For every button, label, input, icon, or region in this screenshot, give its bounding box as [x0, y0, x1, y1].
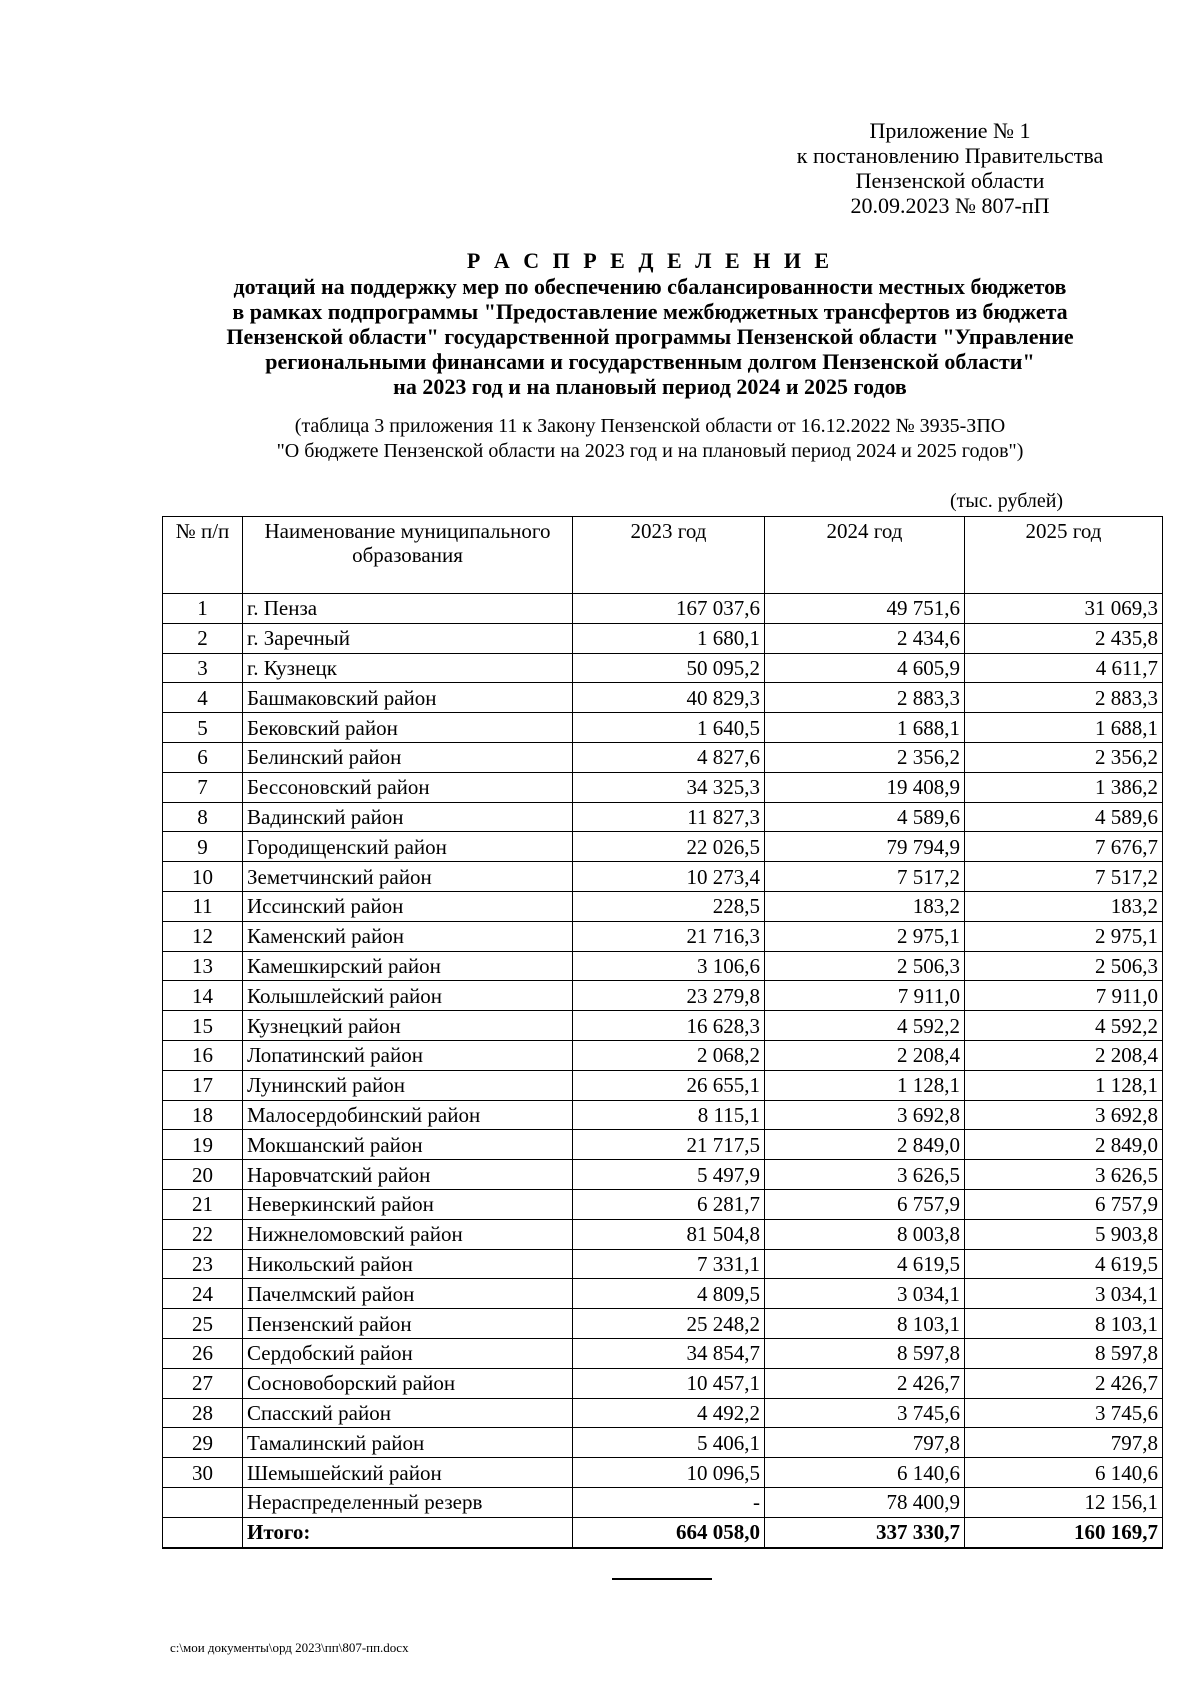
row-number: 17	[163, 1070, 243, 1100]
value-2025: 3 626,5	[965, 1160, 1163, 1190]
municipality-name: Бессоновский район	[243, 772, 573, 802]
subtitle-line: региональными финансами и государственным долгом Пензенской области"	[265, 349, 1035, 374]
table-row	[163, 1249, 1163, 1279]
municipality-name: Камешкирский район	[243, 951, 573, 981]
municipality-name: Кузнецкий район	[243, 1011, 573, 1041]
value-2023: 4 809,5	[573, 1279, 765, 1309]
value-2023: 1 640,5	[573, 713, 765, 743]
value-2023: 40 829,3	[573, 683, 765, 713]
value-2023: 10 457,1	[573, 1368, 765, 1398]
value-2024: 79 794,9	[765, 832, 965, 862]
value-2024: 3 034,1	[765, 1279, 965, 1309]
value-2023: 5 497,9	[573, 1160, 765, 1190]
value-2025: 31 069,3	[965, 594, 1163, 624]
municipality-name: Нераспределенный резерв	[243, 1487, 573, 1517]
row-number: 30	[163, 1458, 243, 1488]
value-2024: 2 208,4	[765, 1040, 965, 1070]
table-row	[163, 1100, 1163, 1130]
value-2023: -	[573, 1487, 765, 1517]
value-2025: 5 903,8	[965, 1219, 1163, 1249]
value-2025: 2 426,7	[965, 1368, 1163, 1398]
table-row	[163, 1398, 1163, 1428]
total-2023: 664 058,0	[573, 1517, 765, 1547]
value-2025: 2 883,3	[965, 683, 1163, 713]
table-row	[163, 594, 1163, 624]
value-2025: 7 676,7	[965, 832, 1163, 862]
row-number: 14	[163, 981, 243, 1011]
value-2023: 23 279,8	[573, 981, 765, 1011]
value-2025: 6 757,9	[965, 1189, 1163, 1219]
municipality-name: Пензенский район	[243, 1309, 573, 1339]
value-2023: 3 106,6	[573, 951, 765, 981]
table-row	[163, 862, 1163, 892]
table-row	[163, 1309, 1163, 1339]
table-row	[163, 921, 1163, 951]
value-2023: 228,5	[573, 891, 765, 921]
row-number: 7	[163, 772, 243, 802]
subtitle-line: на 2023 год и на плановый период 2024 и 2025 годов	[393, 374, 907, 399]
value-2025: 2 849,0	[965, 1130, 1163, 1160]
total-empty-cell	[163, 1517, 243, 1547]
row-number: 8	[163, 802, 243, 832]
value-2025: 797,8	[965, 1428, 1163, 1458]
value-2023: 22 026,5	[573, 832, 765, 862]
value-2024: 2 975,1	[765, 921, 965, 951]
row-number: 11	[163, 891, 243, 921]
appendix-line-2: к постановлению Правительства	[796, 143, 1104, 168]
table-body	[163, 594, 1163, 1548]
value-2024: 19 408,9	[765, 772, 965, 802]
row-number: 26	[163, 1338, 243, 1368]
row-number: 21	[163, 1189, 243, 1219]
municipality-name: Мокшанский район	[243, 1130, 573, 1160]
municipality-name: Неверкинский район	[243, 1189, 573, 1219]
value-2023: 81 504,8	[573, 1219, 765, 1249]
value-2023: 4 827,6	[573, 742, 765, 772]
value-2023: 26 655,1	[573, 1070, 765, 1100]
value-2025: 8 103,1	[965, 1309, 1163, 1339]
value-2025: 8 597,8	[965, 1338, 1163, 1368]
value-2024: 2 883,3	[765, 683, 965, 713]
row-number: 4	[163, 683, 243, 713]
subtitle-line: в рамках подпрограммы "Предоставление межбюджетных трансфертов из бюджета	[232, 299, 1068, 324]
municipality-name: Башмаковский район	[243, 683, 573, 713]
end-divider	[612, 1578, 712, 1580]
table-row	[163, 1011, 1163, 1041]
appendix-line-4: 20.09.2023 № 807-пП	[850, 193, 1050, 218]
table-row	[163, 1428, 1163, 1458]
value-2023: 4 492,2	[573, 1398, 765, 1428]
municipality-name: Лунинский район	[243, 1070, 573, 1100]
municipality-name: Городищенский район	[243, 832, 573, 862]
value-2023: 6 281,7	[573, 1189, 765, 1219]
table-row	[163, 742, 1163, 772]
table-row	[163, 1368, 1163, 1398]
table-row	[163, 951, 1163, 981]
row-number: 29	[163, 1428, 243, 1458]
value-2024: 4 589,6	[765, 802, 965, 832]
row-number: 28	[163, 1398, 243, 1428]
row-number: 6	[163, 742, 243, 772]
table-row	[163, 1070, 1163, 1100]
total-2025: 160 169,7	[965, 1517, 1163, 1547]
document-title: Р А С П Р Е Д Е Л Е Н И Е	[466, 248, 834, 273]
file-path-footer: c:\мои документы\орд 2023\пп\807-пп.docx	[170, 1640, 409, 1655]
table-row	[163, 1189, 1163, 1219]
municipality-name: Сердобский район	[243, 1338, 573, 1368]
municipality-name: Иссинский район	[243, 891, 573, 921]
document-subtitle	[150, 274, 1150, 399]
value-2023: 8 115,1	[573, 1100, 765, 1130]
header-municipality: Наименование муниципального образования	[243, 517, 573, 594]
table-row	[163, 1160, 1163, 1190]
value-2024: 8 103,1	[765, 1309, 965, 1339]
table-row	[163, 653, 1163, 683]
value-2024: 1 688,1	[765, 713, 965, 743]
value-2025: 2 435,8	[965, 623, 1163, 653]
source-line-2: "О бюджете Пензенской области на 2023 год и на плановый период 2024 и 2025 годов")	[276, 440, 1024, 462]
row-number: 2	[163, 623, 243, 653]
value-2024: 6 140,6	[765, 1458, 965, 1488]
value-2024: 8 003,8	[765, 1219, 965, 1249]
row-number: 5	[163, 713, 243, 743]
municipality-name: г. Заречный	[243, 623, 573, 653]
value-2024: 6 757,9	[765, 1189, 965, 1219]
municipality-name: Вадинский район	[243, 802, 573, 832]
value-2024: 78 400,9	[765, 1487, 965, 1517]
header-year-2025: 2025 год	[965, 517, 1163, 594]
table-row	[163, 713, 1163, 743]
header-number: № п/п	[163, 517, 243, 594]
row-number: 23	[163, 1249, 243, 1279]
value-2025: 6 140,6	[965, 1458, 1163, 1488]
row-number: 25	[163, 1309, 243, 1339]
value-2024: 2 506,3	[765, 951, 965, 981]
value-2025: 7 517,2	[965, 862, 1163, 892]
total-label: Итого:	[243, 1517, 573, 1547]
municipality-name: Сосновоборский район	[243, 1368, 573, 1398]
value-2025: 1 688,1	[965, 713, 1163, 743]
value-2024: 1 128,1	[765, 1070, 965, 1100]
municipality-name: Колышлейский район	[243, 981, 573, 1011]
row-number: 15	[163, 1011, 243, 1041]
municipality-name: г. Пенза	[243, 594, 573, 624]
value-2024: 7 911,0	[765, 981, 965, 1011]
table-row	[163, 1338, 1163, 1368]
value-2023: 16 628,3	[573, 1011, 765, 1041]
value-2025: 4 611,7	[965, 653, 1163, 683]
value-2024: 2 849,0	[765, 1130, 965, 1160]
row-number: 19	[163, 1130, 243, 1160]
table-row	[163, 891, 1163, 921]
value-2025: 1 386,2	[965, 772, 1163, 802]
row-number: 1	[163, 594, 243, 624]
municipality-name: Спасский район	[243, 1398, 573, 1428]
row-number: 13	[163, 951, 243, 981]
row-number: 3	[163, 653, 243, 683]
value-2023: 50 095,2	[573, 653, 765, 683]
value-2024: 2 356,2	[765, 742, 965, 772]
value-2024: 3 626,5	[765, 1160, 965, 1190]
row-number: 24	[163, 1279, 243, 1309]
value-2025: 12 156,1	[965, 1487, 1163, 1517]
row-number	[163, 1487, 243, 1517]
appendix-line-3: Пензенской области	[855, 168, 1045, 193]
value-2023: 2 068,2	[573, 1040, 765, 1070]
municipality-name: Тамалинский район	[243, 1428, 573, 1458]
source-reference	[150, 414, 1150, 464]
value-2025: 3 034,1	[965, 1279, 1163, 1309]
value-2023: 5 406,1	[573, 1428, 765, 1458]
value-2023: 21 716,3	[573, 921, 765, 951]
value-2025: 2 208,4	[965, 1040, 1163, 1070]
table-row	[163, 1040, 1163, 1070]
municipality-name: Лопатинский район	[243, 1040, 573, 1070]
municipality-name: Наровчатский район	[243, 1160, 573, 1190]
value-2025: 2 356,2	[965, 742, 1163, 772]
source-line-1: (таблица 3 приложения 11 к Закону Пензенской области от 16.12.2022 № 3935-ЗПО	[294, 415, 1006, 437]
value-2025: 4 619,5	[965, 1249, 1163, 1279]
value-2024: 4 592,2	[765, 1011, 965, 1041]
table-row	[163, 1219, 1163, 1249]
value-2024: 183,2	[765, 891, 965, 921]
table-row	[163, 802, 1163, 832]
header-year-2023: 2023 год	[573, 517, 765, 594]
appendix-line-1: Приложение № 1	[869, 118, 1031, 143]
table-row	[163, 981, 1163, 1011]
value-2023: 7 331,1	[573, 1249, 765, 1279]
value-2025: 2 506,3	[965, 951, 1163, 981]
value-2025: 3 745,6	[965, 1398, 1163, 1428]
value-2025: 7 911,0	[965, 981, 1163, 1011]
table-row	[163, 1279, 1163, 1309]
appendix-reference	[760, 118, 1140, 218]
value-2023: 21 717,5	[573, 1130, 765, 1160]
value-2025: 4 592,2	[965, 1011, 1163, 1041]
table-row	[163, 623, 1163, 653]
municipality-name: Нижнеломовский район	[243, 1219, 573, 1249]
value-2024: 4 619,5	[765, 1249, 965, 1279]
value-2025: 2 975,1	[965, 921, 1163, 951]
row-number: 20	[163, 1160, 243, 1190]
subtitle-line: дотаций на поддержку мер по обеспечению сбалансированности местных бюджетов	[233, 274, 1067, 299]
municipality-name: Земетчинский район	[243, 862, 573, 892]
value-2023: 1 680,1	[573, 623, 765, 653]
municipality-name: Каменский район	[243, 921, 573, 951]
row-number: 18	[163, 1100, 243, 1130]
value-2025: 4 589,6	[965, 802, 1163, 832]
table-header-row	[163, 517, 1163, 594]
document-heading	[150, 248, 1150, 399]
value-2023: 10 096,5	[573, 1458, 765, 1488]
value-2024: 3 745,6	[765, 1398, 965, 1428]
municipality-name: Бековский район	[243, 713, 573, 743]
table-row	[163, 1487, 1163, 1517]
value-2024: 3 692,8	[765, 1100, 965, 1130]
value-2023: 34 325,3	[573, 772, 765, 802]
header-year-2024: 2024 год	[765, 517, 965, 594]
subtitle-line: Пензенской области" государственной программы Пензенской области "Управление	[226, 324, 1074, 349]
row-number: 27	[163, 1368, 243, 1398]
municipality-name: г. Кузнецк	[243, 653, 573, 683]
total-row	[163, 1517, 1163, 1547]
value-2024: 2 434,6	[765, 623, 965, 653]
table-row	[163, 1458, 1163, 1488]
distribution-table	[162, 516, 1163, 1549]
table-row	[163, 683, 1163, 713]
value-2023: 11 827,3	[573, 802, 765, 832]
value-2023: 167 037,6	[573, 594, 765, 624]
value-2025: 1 128,1	[965, 1070, 1163, 1100]
value-2023: 10 273,4	[573, 862, 765, 892]
value-2024: 2 426,7	[765, 1368, 965, 1398]
municipality-name: Шемышейский район	[243, 1458, 573, 1488]
value-2024: 49 751,6	[765, 594, 965, 624]
municipality-name: Белинский район	[243, 742, 573, 772]
municipality-name: Никольский район	[243, 1249, 573, 1279]
value-2024: 8 597,8	[765, 1338, 965, 1368]
value-2024: 7 517,2	[765, 862, 965, 892]
total-2024: 337 330,7	[765, 1517, 965, 1547]
value-2025: 183,2	[965, 891, 1163, 921]
value-2024: 797,8	[765, 1428, 965, 1458]
value-2024: 4 605,9	[765, 653, 965, 683]
units-label: (тыс. рублей)	[950, 490, 1064, 512]
value-2025: 3 692,8	[965, 1100, 1163, 1130]
municipality-name: Пачелмский район	[243, 1279, 573, 1309]
table-row	[163, 772, 1163, 802]
municipality-name: Малосердобинский район	[243, 1100, 573, 1130]
value-2023: 25 248,2	[573, 1309, 765, 1339]
row-number: 10	[163, 862, 243, 892]
table-row	[163, 1130, 1163, 1160]
row-number: 9	[163, 832, 243, 862]
table-row	[163, 832, 1163, 862]
value-2023: 34 854,7	[573, 1338, 765, 1368]
row-number: 16	[163, 1040, 243, 1070]
row-number: 12	[163, 921, 243, 951]
row-number: 22	[163, 1219, 243, 1249]
